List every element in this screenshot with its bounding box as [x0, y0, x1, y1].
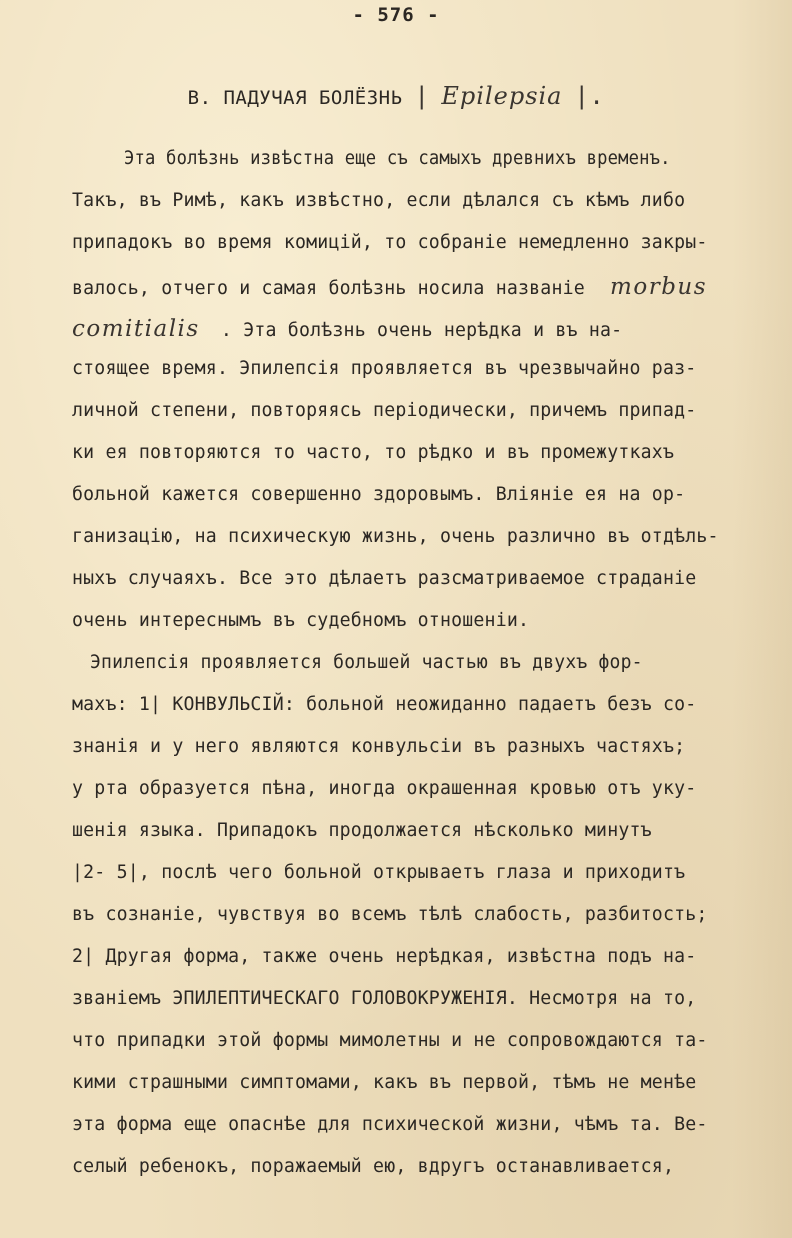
handwritten-morbus: morbus: [610, 274, 708, 300]
text-line-12: очень интереснымъ въ судебномъ отношеніи.: [72, 610, 530, 631]
text-line-11: ныхъ случаяхъ. Все это дѣлаетъ разсматриваемое страданіе: [72, 568, 697, 589]
text-line-10: ганизацію, на психическую жизнь, очень различно въ отдѣль-: [72, 526, 719, 547]
text-line-3: припадокъ во время комицій, то собраніе немедленно закры-: [72, 232, 708, 253]
handwritten-comitialis: comitialis: [72, 316, 200, 342]
heading-bar-right: |.: [574, 82, 605, 110]
text-line-20: 2| Другая форма, также очень нерѣдкая, извѣстна подъ на-: [72, 946, 697, 967]
text-line-4: [72, 274, 772, 300]
text-line-7: личной степени, повторяясь періодически, причемъ припад-: [72, 400, 697, 421]
section-heading: [0, 82, 792, 110]
text-line-23: кими страшными симптомами, какъ въ первой, тѣмъ не менѣе: [72, 1072, 697, 1093]
text-line-6: стоящее время. Эпилепсія проявляется въ чрезвычайно раз-: [72, 358, 697, 379]
text-line-16: у рта образуется пѣна, иногда окрашенная кровью отъ уку-: [72, 778, 697, 799]
text-line-17: шенія языка. Припадокъ продолжается нѣсколько минутъ: [72, 820, 652, 841]
page-number: - 576 -: [352, 4, 440, 26]
heading-handwritten-term: Epilepsia: [441, 82, 563, 110]
text-line-9: больной кажется совершенно здоровымъ. Вліяніе ея на ор-: [72, 484, 686, 505]
text-line-5-printed: . Эта болѣзнь очень нерѣдка и въ на-: [220, 320, 623, 341]
text-line-21: званіемъ ЭПИЛЕПТИЧЕСКАГО ГОЛОВОКРУЖЕНІЯ. Несмотря на то,: [72, 988, 697, 1009]
text-line-13: Эпилепсія проявляется большей частью въ двухъ фор-: [90, 652, 643, 673]
text-line-25: селый ребенокъ, поражаемый ею, вдругъ останавливается,: [72, 1156, 675, 1177]
heading-text: В. ПАДУЧАЯ БОЛЁЗНЬ: [187, 87, 403, 109]
text-line-8: ки ея повторяются то часто, то рѣдко и въ промежуткахъ: [72, 442, 675, 463]
text-line-14: махъ: 1| КОНВУЛЬСІЙ: больной неожиданно падаетъ безъ со-: [72, 694, 697, 715]
text-line-19: въ сознаніе, чувствуя во всемъ тѣлѣ слабость, разбитость;: [72, 904, 708, 925]
text-line-5: [72, 316, 772, 342]
text-line-18: |2- 5|, послѣ чего больной открываетъ глаза и приходитъ: [72, 862, 686, 883]
text-line-1: Эта болѣзнь извѣстна еще съ самыхъ древнихъ временъ.: [124, 148, 671, 169]
text-line-22: что припадки этой формы мимолетны и не сопровождаются та-: [72, 1030, 708, 1051]
text-line-2: Такъ, въ Римѣ, какъ извѣстно, если дѣлался съ кѣмъ либо: [72, 190, 686, 211]
text-line-4-printed: валось, отчего и самая болѣзнь носила названіе: [72, 278, 585, 299]
text-line-15: знанія и у него являются конвульсіи въ разныхъ частяхъ;: [72, 736, 686, 757]
text-line-24: эта форма еще опаснѣе для психической жизни, чѣмъ та. Ве-: [72, 1114, 708, 1135]
heading-bar-left: |: [414, 82, 430, 110]
